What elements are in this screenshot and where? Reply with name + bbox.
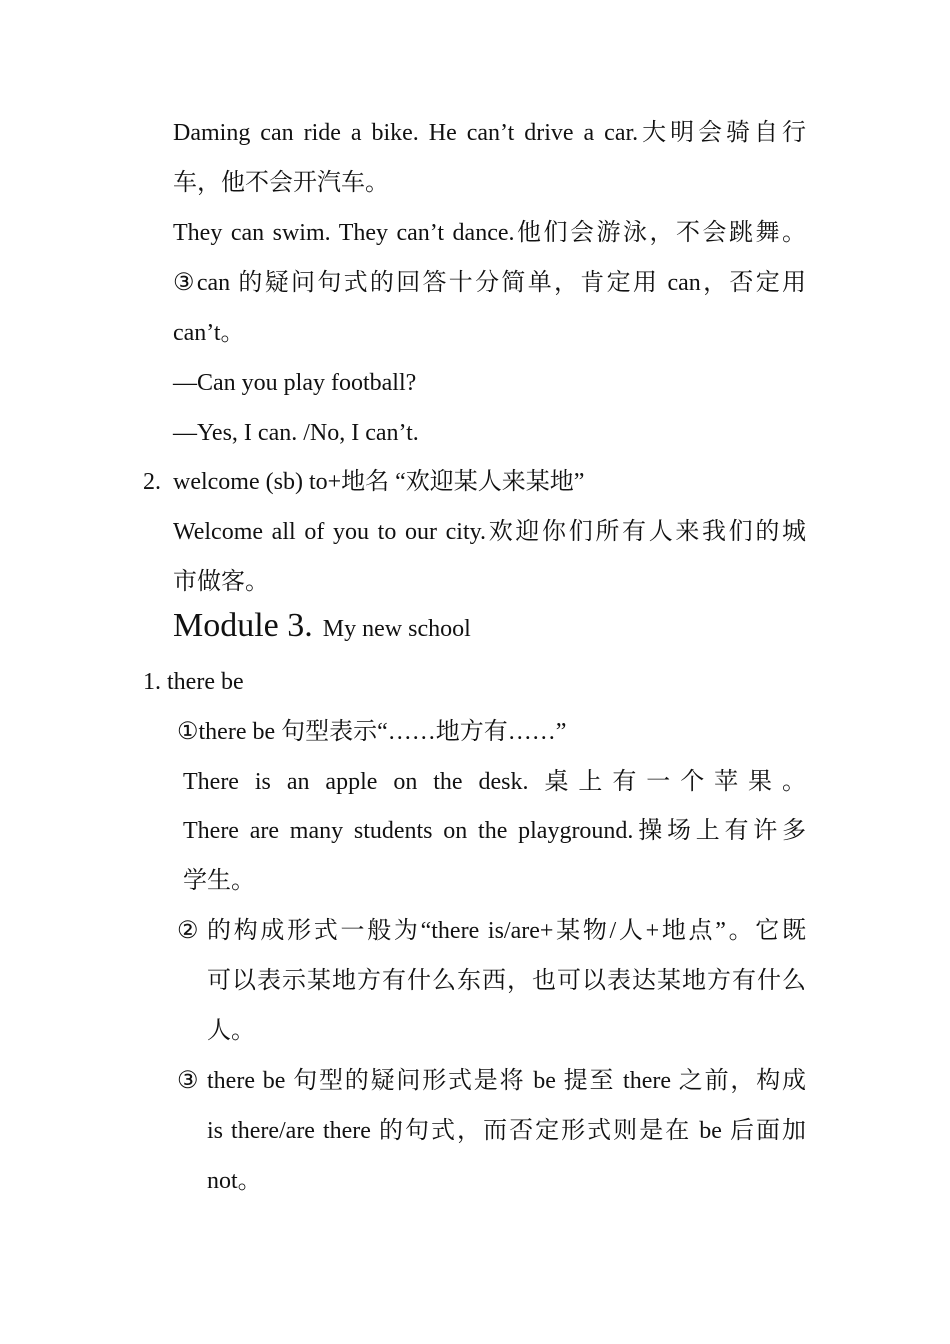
there-be-point2-marker: ②: [177, 918, 199, 944]
dialog-question: —Can you play football?: [173, 370, 417, 396]
there-be-example1: There is an apple on the desk. 桌上有一个苹果。: [183, 769, 806, 795]
can-point3-line1: ③can 的疑问句式的回答十分简单，肯定用 can，否定用: [173, 270, 806, 296]
there-be-point3-line3: not。: [207, 1168, 262, 1194]
can-example2: They can swim. They can’t dance.他们会游泳，不会跳舞。: [173, 220, 806, 246]
dialog-answer: —Yes, I can. /No, I can’t.: [173, 420, 419, 446]
there-be-point2-line3: 人。: [207, 1018, 255, 1044]
there-be-point2-line2: 可以表示某地方有什么东西，也可以表达某地方有什么: [207, 968, 806, 994]
there-be-example2-line1: There are many students on the playground.操场上有许多: [183, 818, 806, 844]
there-be-point2-line1: 的构成形式一般为“there is/are+某物/人+地点”。它既: [207, 918, 806, 944]
item2-example-line2: 市做客。: [173, 569, 269, 595]
module3-title: Module 3.: [173, 607, 313, 644]
can-example1-line1: Daming can ride a bike. He can’t drive a car.大明会骑自行: [173, 120, 806, 146]
item2-heading: welcome (sb) to+地名 “欢迎某人来某地”: [173, 469, 585, 495]
module3-subtitle: My new school: [322, 616, 471, 642]
there-be-point1: ①there be 句型表示“……地方有……”: [177, 719, 567, 745]
there-be-point3-marker: ③: [177, 1068, 199, 1094]
there-be-point3-line2: is there/are there 的句式，而否定形式则是在 be 后面加: [207, 1118, 806, 1144]
can-point3-line2: can’t。: [173, 320, 245, 346]
there-be-heading: 1. there be: [143, 669, 244, 695]
module3-heading: [173, 604, 471, 651]
item2-number: 2.: [143, 469, 161, 495]
there-be-example2-line2: 学生。: [183, 868, 255, 894]
can-example1-line2: 车，他不会开汽车。: [173, 170, 389, 196]
item2-example-line1: Welcome all of you to our city.欢迎你们所有人来我们的城: [173, 519, 806, 545]
there-be-point3-line1: there be 句型的疑问形式是将 be 提至 there 之前，构成: [207, 1068, 806, 1094]
